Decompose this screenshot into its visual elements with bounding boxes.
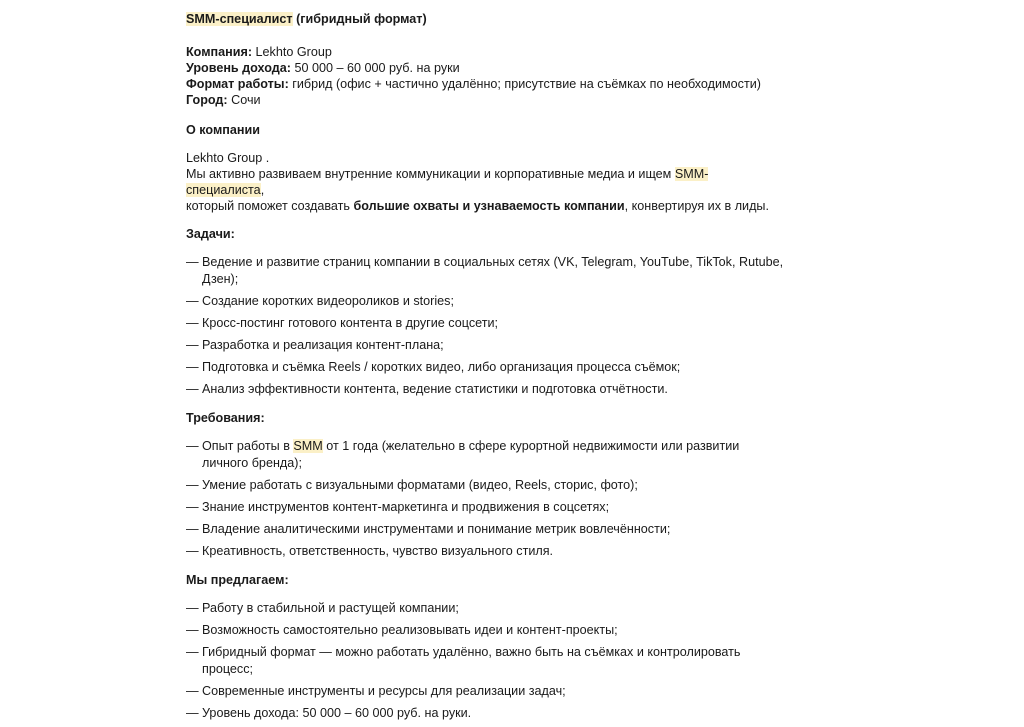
list-item [186,359,786,376]
list-item-text: Владение аналитическими инструментами и понимание метрик вовлечённости; [202,522,671,536]
about-line-2 [186,166,786,198]
list-item [186,254,786,288]
company-label: Компания: [186,45,253,59]
list-item [186,622,786,639]
format-value: гибрид (офис + частично удалённо; присутствие на съёмках по необходимости) [288,77,761,91]
company-row [186,44,786,60]
about-line-3 [186,198,786,214]
dash-mark: — [186,294,199,308]
list-item-text: Анализ эффективности контента, ведение статистики и подготовка отчётности. [202,382,668,396]
dash-mark: — [186,522,199,536]
dash-mark: — [186,544,199,558]
vacancy-title [186,10,786,28]
vacancy-meta [186,44,786,108]
about-line-2-post: , [260,183,265,197]
company-value: Lekhto Group [252,45,332,59]
about-line-2-pre: Мы активно развиваем внутренние коммуникации и корпоративные медиа и ищем [186,167,675,181]
list-item [186,315,786,332]
about-line-3-pre: который поможет создавать [186,199,354,213]
list-item [186,683,786,700]
list-item-text: Разработка и реализация контент-плана; [202,338,444,352]
list-item-text: Кросс-постинг готового контента в другие соцсети; [202,316,499,330]
dash-mark: — [186,706,199,720]
tasks-list [186,254,786,398]
list-item [186,381,786,398]
about-section [186,122,786,214]
about-line-3-post: , конвертируя их в лиды. [624,199,769,213]
list-item [186,438,786,472]
vacancy-document [186,10,786,727]
list-item [186,477,786,494]
list-item [186,543,786,560]
dash-mark: — [186,255,199,269]
city-row [186,92,786,108]
about-line-1: Lekhto Group . [186,151,270,165]
req-first-pre: Опыт работы в [202,439,294,453]
dash-mark: — [186,316,199,330]
list-item-text: Современные инструменты и ресурсы для реализации задач; [202,684,566,698]
list-item-text: Креативность, ответственность, чувство визуального стиля. [202,544,554,558]
format-row [186,76,786,92]
income-label: Уровень дохода: [186,61,291,75]
list-item-text: Уровень дохода: 50 000 – 60 000 руб. на руки. [202,706,472,720]
about-text [186,150,786,214]
about-highlight: SMM-специалиста [186,167,709,197]
dash-mark: — [186,439,199,453]
list-item-text: Ведение и развитие страниц компании в социальных сетях (VK, Telegram, YouTube, TikTok, Rutube, Дзен); [202,255,784,286]
list-item-text: Работу в стабильной и растущей компании; [202,601,459,615]
list-item [186,644,786,678]
list-item-text: Знание инструментов контент-маркетинга и продвижения в соцсетях; [202,500,610,514]
offer-heading: Мы предлагаем: [186,573,289,587]
title-highlight: SMM-специалист [186,12,293,26]
list-item-text: Умение работать с визуальными форматами (видео, Reels, сторис, фото); [202,478,638,492]
title-rest: (гибридный формат) [292,12,427,26]
list-item [186,705,786,722]
dash-mark: — [186,478,199,492]
requirements-heading: Требования: [186,411,265,425]
income-row [186,60,786,76]
list-item-text: Гибридный формат — можно работать удалённо, важно быть на съёмках и контролировать процесс; [202,645,741,676]
requirements-section [186,410,786,560]
dash-mark: — [186,338,199,352]
format-label: Формат работы: [186,77,289,91]
about-heading: О компании [186,123,260,137]
list-item-text: Возможность самостоятельно реализовывать идеи и контент-проекты; [202,623,618,637]
tasks-section [186,226,786,398]
list-item-text: Создание коротких видеороликов и stories; [202,294,454,308]
dash-mark: — [186,360,199,374]
list-item [186,499,786,516]
offer-list [186,600,786,722]
list-item [186,293,786,310]
req-first-post: от 1 года (желательно в сфере курортной недвижимости или развитии личного бренда); [202,439,740,470]
dash-mark: — [186,623,199,637]
list-item-text: Подготовка и съёмка Reels / коротких видео, либо организация процесса съёмок; [202,360,681,374]
list-item [186,337,786,354]
city-value: Сочи [227,93,261,107]
offer-section [186,572,786,722]
dash-mark: — [186,601,199,615]
tasks-heading: Задачи: [186,227,235,241]
city-label: Город: [186,93,228,107]
about-line-3-bold: большие охваты и узнаваемость компании [353,199,625,213]
dash-mark: — [186,500,199,514]
requirements-list [186,438,786,560]
dash-mark: — [186,684,199,698]
income-value: 50 000 – 60 000 руб. на руки [290,61,460,75]
list-item-text [202,439,739,470]
dash-mark: — [186,645,199,659]
req-highlight: SMM [293,439,323,453]
list-item [186,600,786,617]
list-item [186,521,786,538]
dash-mark: — [186,382,199,396]
